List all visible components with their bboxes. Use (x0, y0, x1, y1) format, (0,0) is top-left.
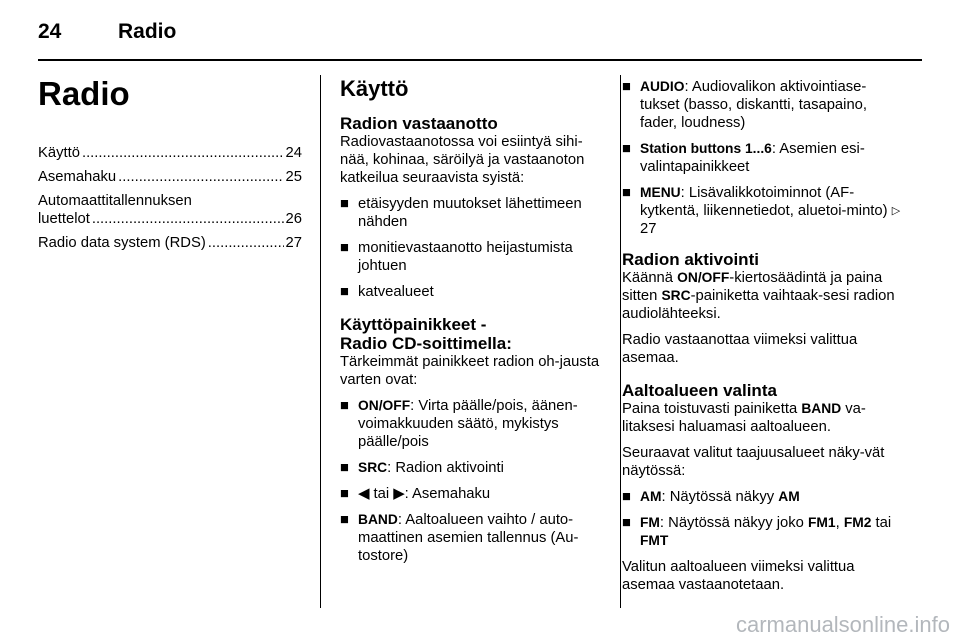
subsection-title: Radion vastaanotto (340, 114, 498, 133)
subsection-title: Aaltoalueen valinta (622, 381, 777, 400)
page-reference[interactable]: 27 (640, 221, 657, 237)
header-section-title: Radio (118, 20, 177, 43)
page-reference-arrow-icon: ▷ (891, 205, 901, 217)
bullet-item: ■ AUDIO: Audiovalikon aktivointiase-tukset (basso, diskantti, tasapaino, fader, loudness) (622, 79, 868, 131)
column-divider (320, 75, 321, 608)
button-key: SRC (661, 288, 691, 303)
section-heading: Käyttö (340, 76, 409, 101)
bullet-item: ■ katvealueet (340, 284, 434, 300)
toc-leader (118, 168, 283, 186)
bullet-item: ■ SRC: Radion aktivointi (340, 460, 504, 476)
button-key: BAND (801, 401, 842, 416)
toc-entry[interactable] (38, 144, 302, 162)
column-divider (620, 75, 621, 608)
bullet-item: ■ BAND: Aaltoalueen vaihto / auto-maattinen asemien tallennus (Au-tostore) (340, 512, 579, 564)
subsection-title: Käyttöpainikkeet - (340, 315, 487, 334)
button-key: ON/OFF (677, 270, 730, 285)
toc-page: 27 (285, 235, 302, 251)
toc-entry-text: luettelot (38, 211, 90, 227)
paragraph: Paina toistuvasti painiketta BAND va-litaksesi haluamasi aaltoalueen. (622, 401, 866, 435)
subsection (622, 381, 904, 594)
toc-leader (208, 234, 284, 252)
toc-page: 26 (285, 211, 302, 227)
paragraph: Radiovastaanotossa voi esiintyä sihi-nää, kohinaa, säröilyä ja vastaanoton katkeilua seuraavista syistä: (340, 134, 585, 186)
bullet-item: ■ etäisyyden muutokset lähettimeen nähden (340, 196, 582, 230)
toc-entry-text: Asemahaku (38, 169, 117, 185)
toc-leader (82, 144, 284, 162)
toc-leader (92, 210, 284, 228)
paragraph: Tärkeimmät painikkeet radion oh-jausta varten ovat: (340, 354, 600, 388)
toc-entry-text-line1: Automaattitallennuksen (38, 193, 192, 209)
paragraph: Radio vastaanottaa viimeksi valittua asemaa. (622, 332, 858, 366)
page-number: 24 (38, 20, 62, 43)
content-column-2 (340, 74, 602, 573)
button-key: MENU (640, 185, 681, 200)
bullet-item: ■ Station buttons 1...6: Asemien esi-valintapainikkeet (622, 141, 865, 175)
subsection (340, 315, 602, 565)
button-key: BAND (358, 512, 398, 527)
button-key: Station buttons 1...6 (640, 141, 772, 156)
bullet-item: ■ ◀ tai ▶: Asemahaku (340, 486, 491, 502)
subsection-title: Radio CD-soittimella: (340, 334, 512, 353)
button-key: ON/OFF (358, 398, 411, 413)
toc-entry[interactable] (38, 192, 302, 228)
watermark: carmanualsonline.info (735, 612, 950, 637)
seek-arrows: ◀ tai ▶ (358, 486, 405, 502)
paragraph: Valitun aaltoalueen viimeksi valittua asemaa vastaanotetaan. (622, 559, 855, 593)
toc-page: 25 (285, 169, 302, 185)
chapter-title: Radio (38, 75, 130, 112)
bullet-item: ■ FM: Näytössä näkyy joko FM1, FM2 tai FMT (622, 515, 892, 548)
paragraph: Seuraavat valitut taajuusalueet näky-vät näytössä: (622, 445, 885, 479)
toc-page: 24 (285, 145, 302, 161)
toc-column (38, 74, 302, 258)
subsection-title: Radion aktivointi (622, 250, 759, 269)
content-column-3 (622, 78, 904, 602)
bullet-item: ■ monitievastaanotto heijastumista johtuen (340, 240, 573, 274)
bullet-item: ■ AM: Näytössä näkyy AM (622, 489, 800, 505)
header-rule (38, 59, 922, 61)
button-key: AUDIO (640, 79, 685, 94)
subsection (622, 250, 904, 367)
bullet-item: ■ ON/OFF: Virta päälle/pois, äänen-voimakkuuden säätö, mykistys päälle/pois (340, 398, 578, 450)
bullet-item: ■ MENU: Lisävalikkotoiminnot (AF-kytkentä, liikennetiedot, aluetoi-minto) ▷ 27 (622, 185, 901, 237)
toc-entry-text: Käyttö (38, 145, 80, 161)
toc-entry[interactable] (38, 234, 302, 252)
button-key: SRC (358, 460, 388, 475)
toc-entry-text: Radio data system (RDS) (38, 235, 206, 251)
toc-entry[interactable] (38, 168, 302, 186)
paragraph: Käännä ON/OFF-kiertosäädintä ja paina sitten SRC-painiketta vaihtaak-sesi radion audiolähteeksi. (622, 270, 895, 322)
